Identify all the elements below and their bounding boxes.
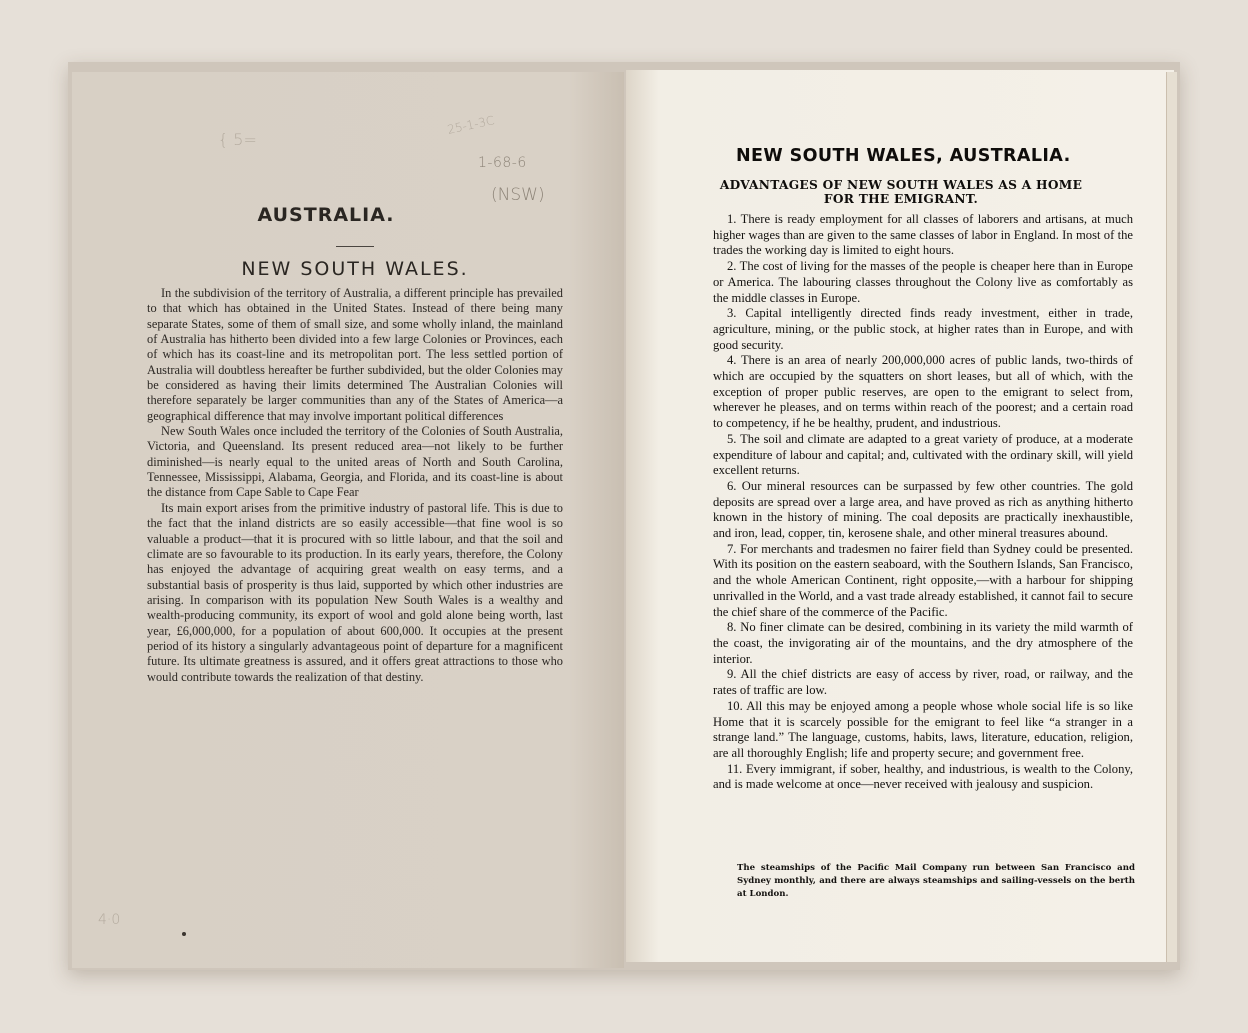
- pencil-note-catalog: 1-68-6: [478, 155, 527, 171]
- pencil-note: 25-1-3C: [446, 113, 496, 137]
- list-item: 11. Every immigrant, if sober, healthy, and industrious, is wealth to the Colony, and is made welcome at once—never received with jealousy and suspicion.: [713, 761, 1133, 792]
- left-page-body: [147, 286, 563, 685]
- list-item: 9. All the chief districts are easy of access by river, road, or railway, and the rates of traffic are low.: [713, 667, 1133, 698]
- list-item: 3. Capital intelligently directed finds ready investment, either in trade, agriculture, mining, or the public stock, at higher rates than in Europe, and with good security.: [713, 306, 1133, 352]
- paragraph: In the subdivision of the territory of Australia, a different principle has prevailed to that which has obtained in the United States. Instead of there being many separate States, some of them of small size, and some wholly inland, the mainland of Australia has hitherto been divided into a few large Colonies or Provinces, each of which has its coast-line and its metropolitan port. The less settled portion of Australia will doubtless hereafter be further subdivided, but the older Colonies may be considered as having their limits determined The Australian Colonies will therefore separately be larger communities than any of the States of America—a geographical difference that may involve important political differences: [147, 286, 563, 423]
- divider: [336, 246, 374, 247]
- list-item: 5. The soil and climate are adapted to a great variety of produce, at a moderate expenditure of labour and capital; and, cultivated with the ordinary skill, will yield excellent returns.: [713, 431, 1133, 478]
- ink-dot: [182, 932, 186, 936]
- list-item: 1. There is ready employment for all classes of laborers and artisans, at much higher wages than are given to the same classes of labor in England. In most of the trades the working day is limited to eight hours.: [713, 212, 1133, 258]
- right-page-body: [713, 212, 1133, 793]
- list-item: 7. For merchants and tradesmen no fairer field than Sydney could be presented. With its position on the eastern seaboard, with the Southern Islands, San Francisco, and the whole American Continent, right opposite,—with a harbour for shipping unrivalled in the World, and a vast trade already established, it cannot fail to secure the chief share of the commerce of the Pacific.: [713, 541, 1133, 619]
- right-page-title: NEW SOUTH WALES, AUSTRALIA.: [736, 146, 1071, 166]
- left-page-subtitle: NEW SOUTH WALES.: [241, 258, 469, 280]
- list-item: 8. No finer climate can be desired, combining in its variety the mild warmth of the coast, the invigorating air of the mountains, and the dry atmosphere of the interior.: [713, 620, 1133, 666]
- pencil-note-nsw: (NSW): [491, 185, 545, 205]
- left-page-title: AUSTRALIA.: [257, 204, 395, 226]
- list-item: 6. Our mineral resources can be surpassed by few other countries. The gold deposits are spread over a large area, and have proved as rich as anything hitherto known in the history of mining. The coal deposits are practically inexhaustible, and iron, lead, copper, tin, kerosene shale, and other mineral treasures abound.: [713, 478, 1133, 541]
- footnote: The steamships of the Pacific Mail Company run between San Francisco and Sydney monthly, and there are always steamships and sailing-vessels on the berth at London.: [737, 863, 1135, 899]
- pencil-note: 4·0: [98, 912, 121, 928]
- list-item: 10. All this may be enjoyed among a people whose whole social life is so like Home that it is scarcely possible for the emigrant to feel like “a stranger in a strange land.” The language, customs, habits, laws, literature, education, religion, are all thoroughly English; life and property secure; and government free.: [713, 698, 1133, 760]
- paragraph: Its main export arises from the primitive industry of pastoral life. This is due to the fact that the inland districts are so easily accessible—that fine wool is so valuable a product—that it is procured with so little labour, and that the soil and climate are so favourable to its production. In its early years, therefore, the Colony has enjoyed the advantage of acquiring great wealth on easy terms, and a substantial basis of prosperity is thus laid, supported by which other industries are arising. In comparison with its population New South Wales is a wealthy and wealth-producing community, its export of wool and gold alone being worth, last year, £6,000,000, for a population of about 600,000. It occupies at the present period of its history a singularly advantageous point of departure for a magnificent future. Its ultimate greatness is assured, and it offers great attractions to those who would contribute towards the realization of that destiny.: [147, 500, 563, 684]
- list-item: 4. There is an area of nearly 200,000,000 acres of public lands, two-thirds of which are occupied by the squatters on short leases, but all of which, with the exception of proper public reserves, are open to the emigrant to select from, wherever he pleases, and on terms within reach of the poorest; and a certain road to competency, if he be healthy, prudent, and industrious.: [713, 353, 1133, 431]
- pencil-note: { 5=: [218, 130, 257, 149]
- page-edge: [1166, 72, 1177, 962]
- right-page-subtitle: ADVANTAGES OF NEW SOUTH WALES AS A HOME FOR THE EMIGRANT.: [719, 178, 1083, 206]
- paragraph: New South Wales once included the territory of the Colonies of South Australia, Victoria, and Queensland. Its present reduced area—not likely to be further diminished—is nearly equal to the united areas of North and South Carolina, Tennessee, Mississippi, Alabama, Georgia, and Florida, and its coast-line is about the distance from Cape Sable to Cape Fear: [147, 424, 563, 500]
- list-item: 2. The cost of living for the masses of the people is cheaper here than in Europe or America. The labouring classes throughout the Colony live as comfortably as the middle classes in Europe.: [713, 259, 1133, 305]
